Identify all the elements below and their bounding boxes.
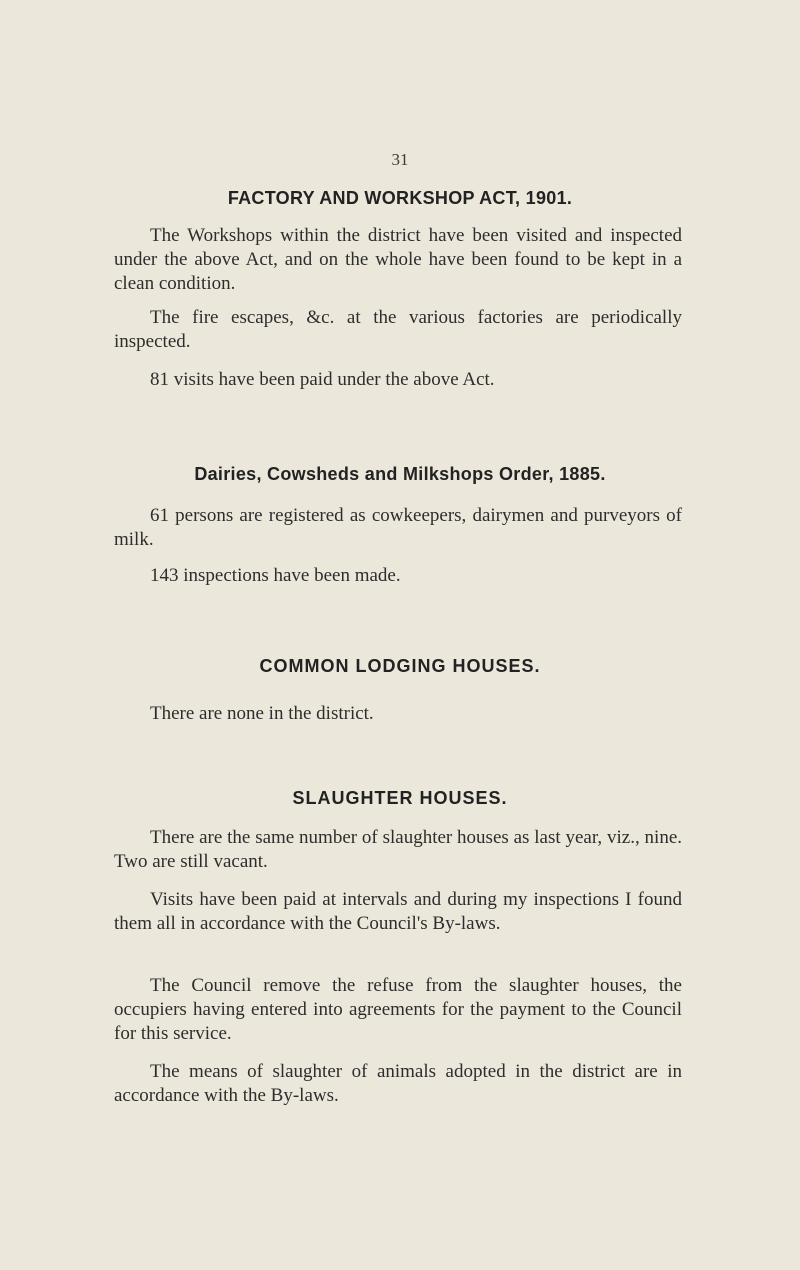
section-heading-factory-workshop-act: FACTORY AND WORKSHOP ACT, 1901. bbox=[227, 188, 573, 208]
paragraph-inspections-made: 143 inspections have been made. bbox=[150, 565, 401, 586]
paragraph-visits-paid: 81 visits have been paid under the above Act. bbox=[150, 369, 495, 390]
paragraph-visits-inspections: Visits have been paid at intervals and during my inspections I found them all in accordance with the Council's By-laws. bbox=[114, 889, 682, 934]
section-heading-slaughter-houses: SLAUGHTER HOUSES. bbox=[292, 788, 508, 808]
paragraph-means-of-slaughter: The means of slaughter of animals adopted in the district are in accordance with the By-laws. bbox=[114, 1061, 682, 1106]
paragraph-refuse-removal: The Council remove the refuse from the slaughter houses, the occupiers having entered into agreements for the payment to the Council for this service. bbox=[114, 975, 682, 1044]
paragraph-slaughter-houses-count: There are the same number of slaughter houses as last year, viz., nine. Two are still vacant. bbox=[114, 827, 682, 872]
paragraph-fire-escapes: The fire escapes, &c. at the various factories are periodically inspected. bbox=[114, 307, 682, 352]
paragraph-workshops-inspected: The Workshops within the district have been visited and inspected under the above Act, and on the whole have been found to be kept in a clean condition. bbox=[114, 225, 682, 294]
paragraph-registered-cowkeepers: 61 persons are registered as cowkeepers, dairymen and purveyors of milk. bbox=[114, 505, 682, 550]
section-heading-common-lodging-houses: COMMON LODGING HOUSES. bbox=[259, 656, 541, 676]
section-heading-dairies-order: Dairies, Cowsheds and Milkshops Order, 1885. bbox=[194, 464, 606, 484]
paragraph-none-in-district: There are none in the district. bbox=[150, 703, 374, 724]
page-number: 31 bbox=[391, 150, 409, 169]
